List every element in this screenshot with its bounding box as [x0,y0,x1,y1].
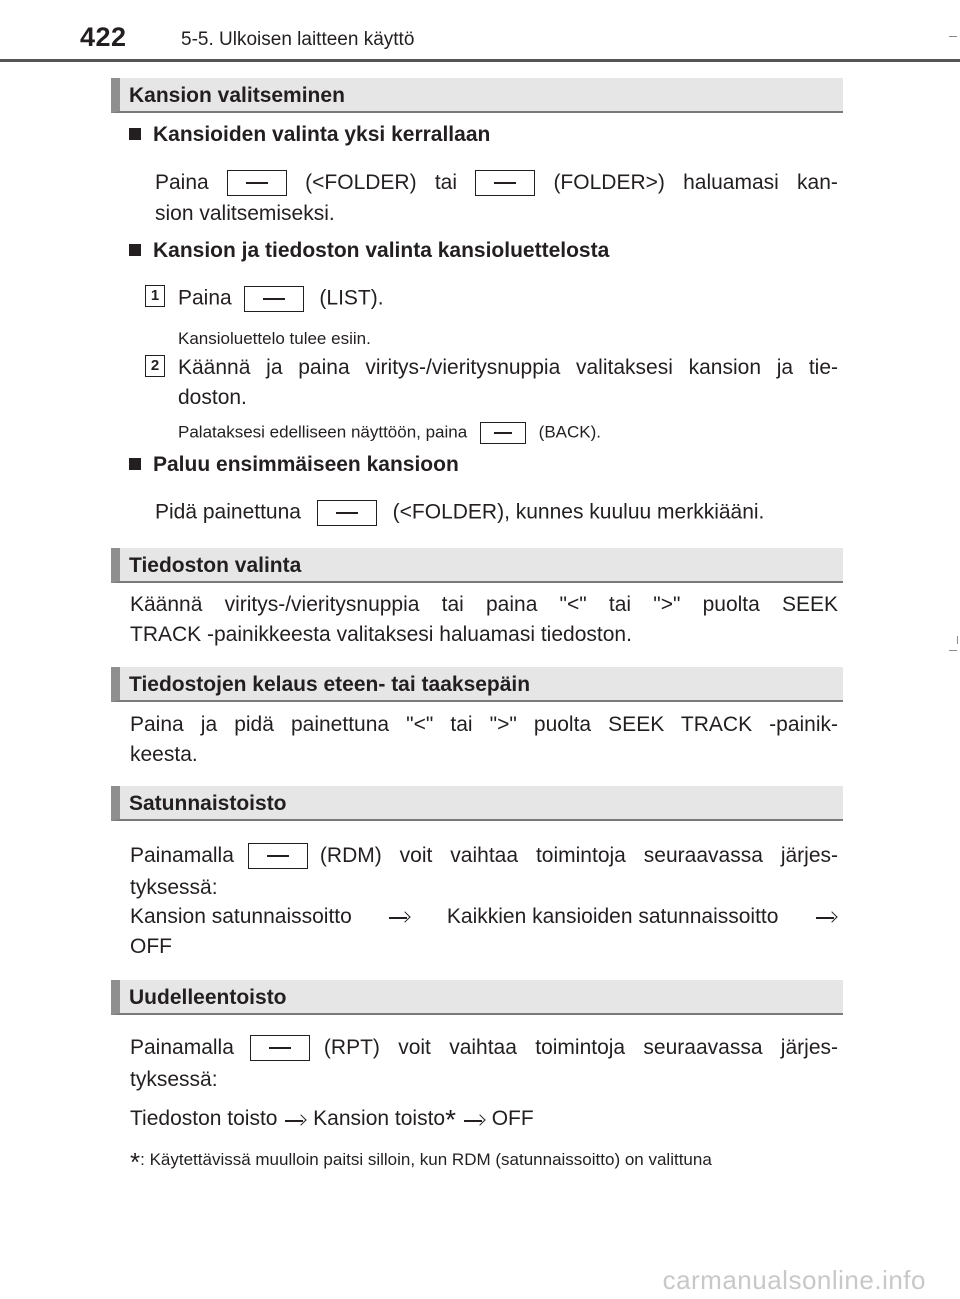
arrow-right-icon [283,1115,307,1125]
crop-mark [949,36,957,37]
chapter-title: 5-5. Ulkoisen laitteen käyttö [181,29,415,50]
header-divider [0,59,960,62]
step1-note: Kansioluettelo tulee esiin. [178,329,371,348]
subheading-first-folder: Paluu ensimmäiseen kansioon [129,453,459,477]
folder-next-button-icon [475,170,535,196]
section-title: Tiedostojen kelaus eteen- tai taaksepäin [129,673,531,696]
crop-mark [957,636,958,644]
watermark: carmanualsonline.info [662,1265,926,1295]
step2-text-line1: Käännä ja paina viritys-/vieritysnuppia valitaksesi kansion ja tie- [178,356,838,379]
square-bullet-icon [129,128,141,140]
fast-forward-line2: keesta. [130,743,198,766]
footnote-marker: * [130,1147,141,1177]
arrow-right-icon [462,1115,486,1125]
folder-instruction-line: Paina (<FOLDER) tai (FOLDER>) haluamasi kan- [155,171,838,194]
folder-instruction-line2: sion valitsemiseksi. [155,202,335,225]
section-title: Kansion valitseminen [129,84,345,107]
rdm-button-icon [248,843,308,869]
random-line4: OFF [130,935,172,958]
crop-mark [949,650,957,651]
section-title: Uudelleentoisto [129,986,287,1009]
section-title: Satunnaistoisto [129,792,287,815]
arrow-right-icon [814,912,838,922]
square-bullet-icon [129,244,141,256]
step2-note: Palataksesi edelliseen näyttöön, paina (BACK). [178,422,601,444]
repeat-line3: Tiedoston toisto Kansion toisto* OFF [130,1104,534,1135]
footnote-star: * [445,1104,456,1135]
section-title: Tiedoston valinta [129,554,302,577]
first-folder-text: Pidä painettuna (<FOLDER), kunnes kuuluu merkkiääni. [155,500,764,526]
list-button-icon [244,286,304,312]
subheading-folder-one-by-one: Kansioiden valinta yksi kerrallaan [129,123,490,147]
page-number: 422 [80,22,127,52]
step-number-1: 1 [145,285,165,307]
repeat-line2: tyksessä: [130,1068,218,1091]
section-folder-select [111,78,843,113]
file-select-line2: TRACK -painikkeesta valitaksesi haluamasi tiedoston. [130,623,632,646]
step2-text-line2: doston. [178,386,247,409]
random-line3: Kansion satunnaissoitto Kaikkien kansioiden satunnaissoitto [130,905,838,929]
step1-text: Paina (LIST). [178,286,384,312]
random-line1: Painamalla (RDM) voit vaihtaa toimintoja seuraavassa järjes- [130,844,838,867]
back-button-icon [480,422,526,444]
rpt-button-icon [250,1035,310,1061]
section-file-select [111,548,843,583]
repeat-line1: Painamalla (RPT) voit vaihtaa toimintoja seuraavassa järjes- [130,1036,838,1059]
section-repeat [111,980,843,1015]
folder-prev-button-icon [227,170,287,196]
section-fast-forward [111,667,843,702]
footnote: *: Käytettävissä muulloin paitsi silloin, kun RDM (satunnaissoitto) on valittuna [130,1147,712,1177]
section-random [111,786,843,821]
step-number-2: 2 [145,355,165,377]
square-bullet-icon [129,458,141,470]
file-select-line1: Käännä viritys-/vieritysnuppia tai paina "<" tai ">" puolta SEEK [130,593,838,616]
arrow-right-icon [387,912,411,922]
fast-forward-line1: Paina ja pidä painettuna "<" tai ">" puolta SEEK TRACK -painik- [130,713,838,736]
subheading-folder-list: Kansion ja tiedoston valinta kansioluettelosta [129,239,609,263]
folder-prev-button-icon [317,500,377,526]
random-line2: tyksessä: [130,876,218,899]
